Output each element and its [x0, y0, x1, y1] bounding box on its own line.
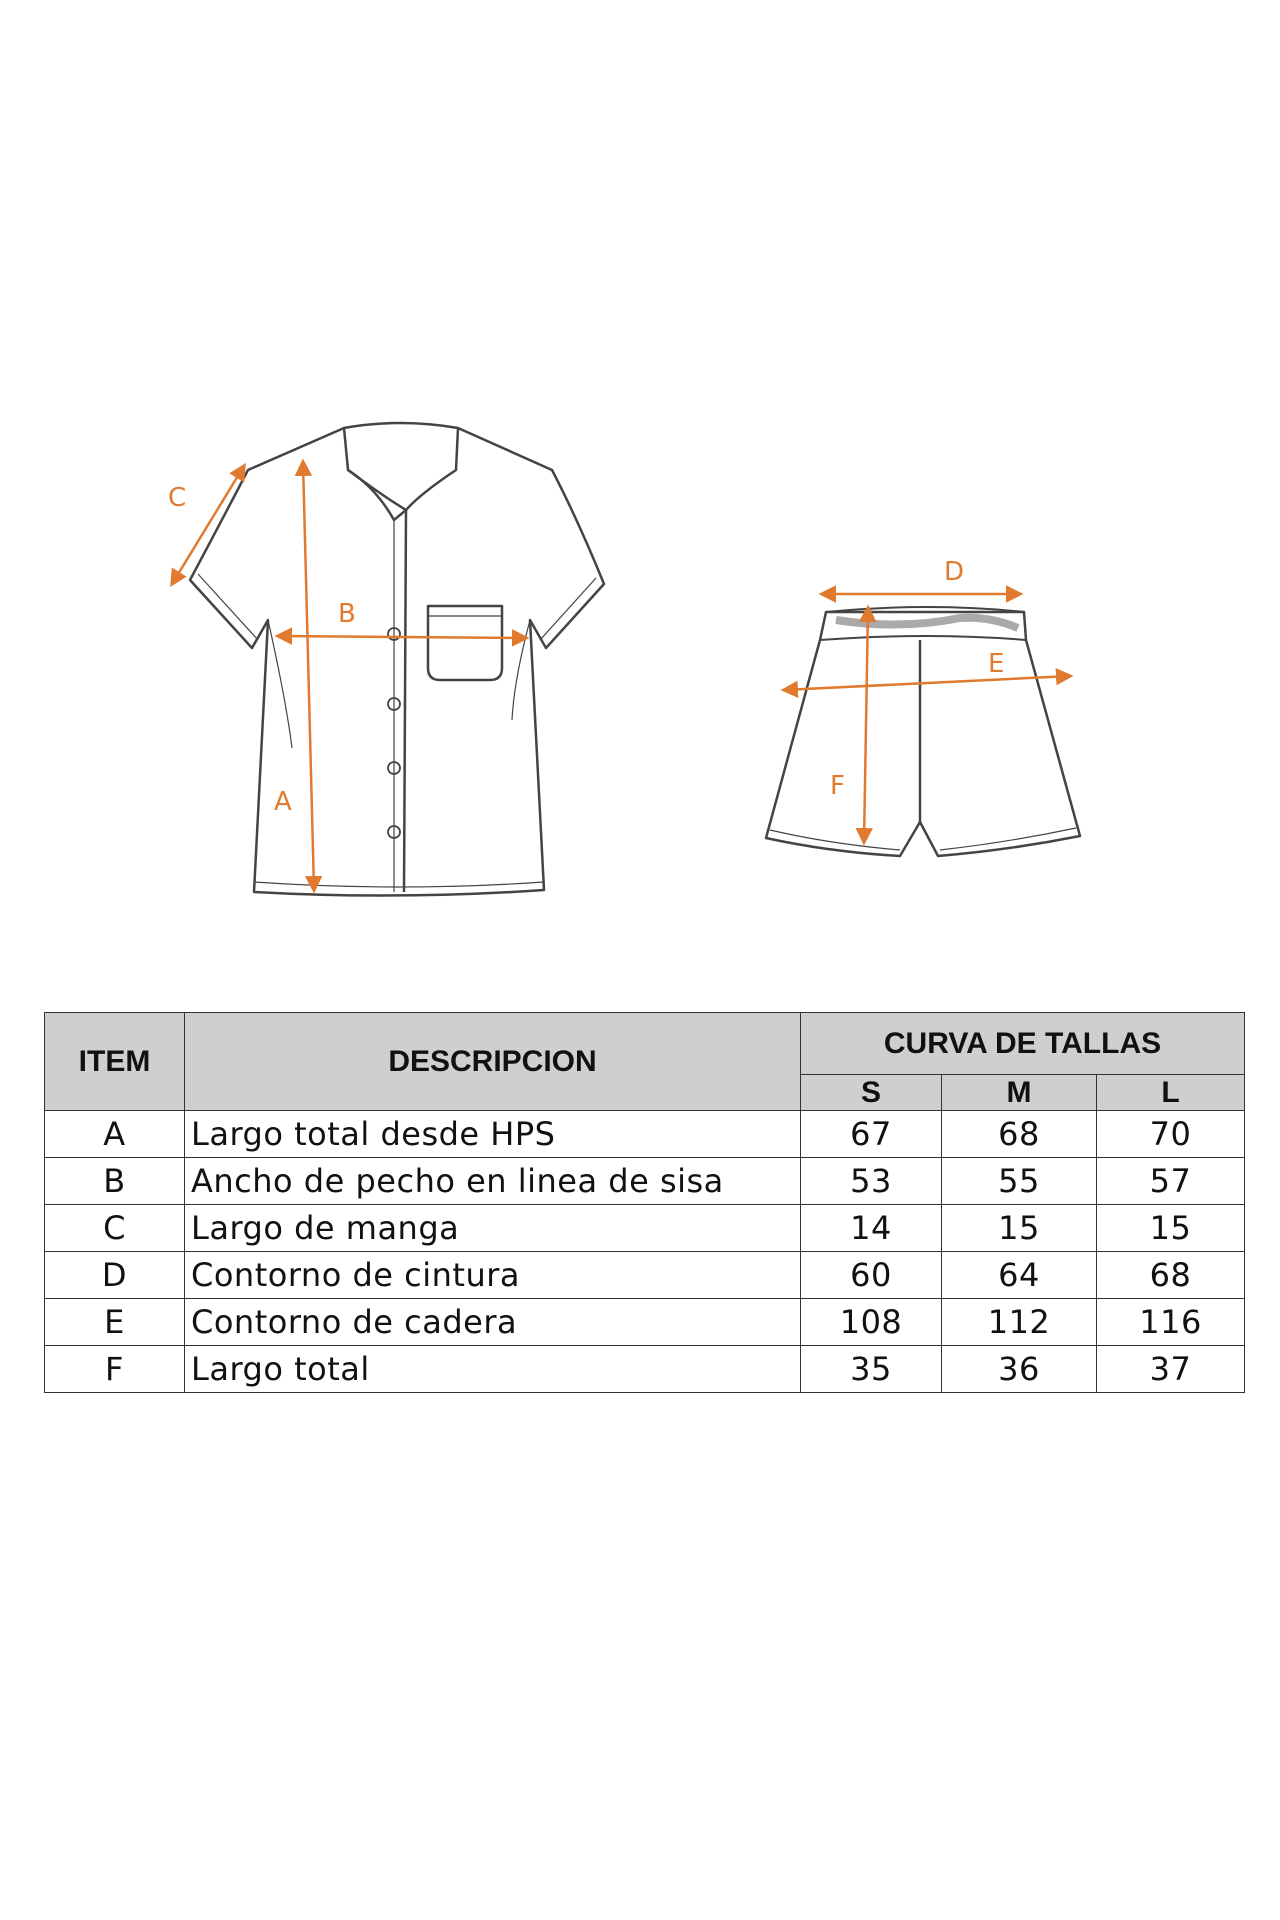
header-descripcion: DESCRIPCION	[185, 1013, 801, 1111]
size-chart-table	[44, 1012, 1245, 1393]
value-m: 36	[942, 1346, 1097, 1393]
table-row	[45, 1158, 1245, 1205]
value-l: 15	[1097, 1205, 1245, 1252]
label-a: A	[274, 787, 292, 817]
header-size-l: L	[1097, 1075, 1245, 1111]
row-item: F	[45, 1346, 185, 1393]
label-b: B	[338, 599, 356, 629]
row-description: Largo de manga	[185, 1205, 801, 1252]
table-row	[45, 1299, 1245, 1346]
row-description: Contorno de cadera	[185, 1299, 801, 1346]
row-description: Contorno de cintura	[185, 1252, 801, 1299]
value-l: 68	[1097, 1252, 1245, 1299]
table-row	[45, 1111, 1245, 1158]
table-row	[45, 1205, 1245, 1252]
shirt-drawing	[190, 423, 604, 896]
row-item: C	[45, 1205, 185, 1252]
label-f: F	[830, 771, 845, 801]
label-d: D	[944, 557, 965, 587]
label-e: E	[988, 649, 1005, 679]
value-s: 53	[801, 1158, 942, 1205]
value-l: 116	[1097, 1299, 1245, 1346]
value-s: 67	[801, 1111, 942, 1158]
row-description: Ancho de pecho en linea de sisa	[185, 1158, 801, 1205]
value-s: 60	[801, 1252, 942, 1299]
value-s: 35	[801, 1346, 942, 1393]
row-item: E	[45, 1299, 185, 1346]
row-item: A	[45, 1111, 185, 1158]
table-row	[45, 1252, 1245, 1299]
row-item: B	[45, 1158, 185, 1205]
value-l: 37	[1097, 1346, 1245, 1393]
value-l: 70	[1097, 1111, 1245, 1158]
value-m: 64	[942, 1252, 1097, 1299]
row-description: Largo total	[185, 1346, 801, 1393]
value-m: 55	[942, 1158, 1097, 1205]
shorts-drawing	[766, 607, 1080, 856]
value-s: 14	[801, 1205, 942, 1252]
value-l: 57	[1097, 1158, 1245, 1205]
row-item: D	[45, 1252, 185, 1299]
value-m: 15	[942, 1205, 1097, 1252]
header-curva-de-tallas: CURVA DE TALLAS	[801, 1013, 1245, 1075]
header-size-m: M	[942, 1075, 1097, 1111]
table-row	[45, 1346, 1245, 1393]
value-m: 68	[942, 1111, 1097, 1158]
header-item: ITEM	[45, 1013, 185, 1111]
value-s: 108	[801, 1299, 942, 1346]
row-description: Largo total desde HPS	[185, 1111, 801, 1158]
header-size-s: S	[801, 1075, 942, 1111]
value-m: 112	[942, 1299, 1097, 1346]
label-c: C	[168, 483, 187, 513]
